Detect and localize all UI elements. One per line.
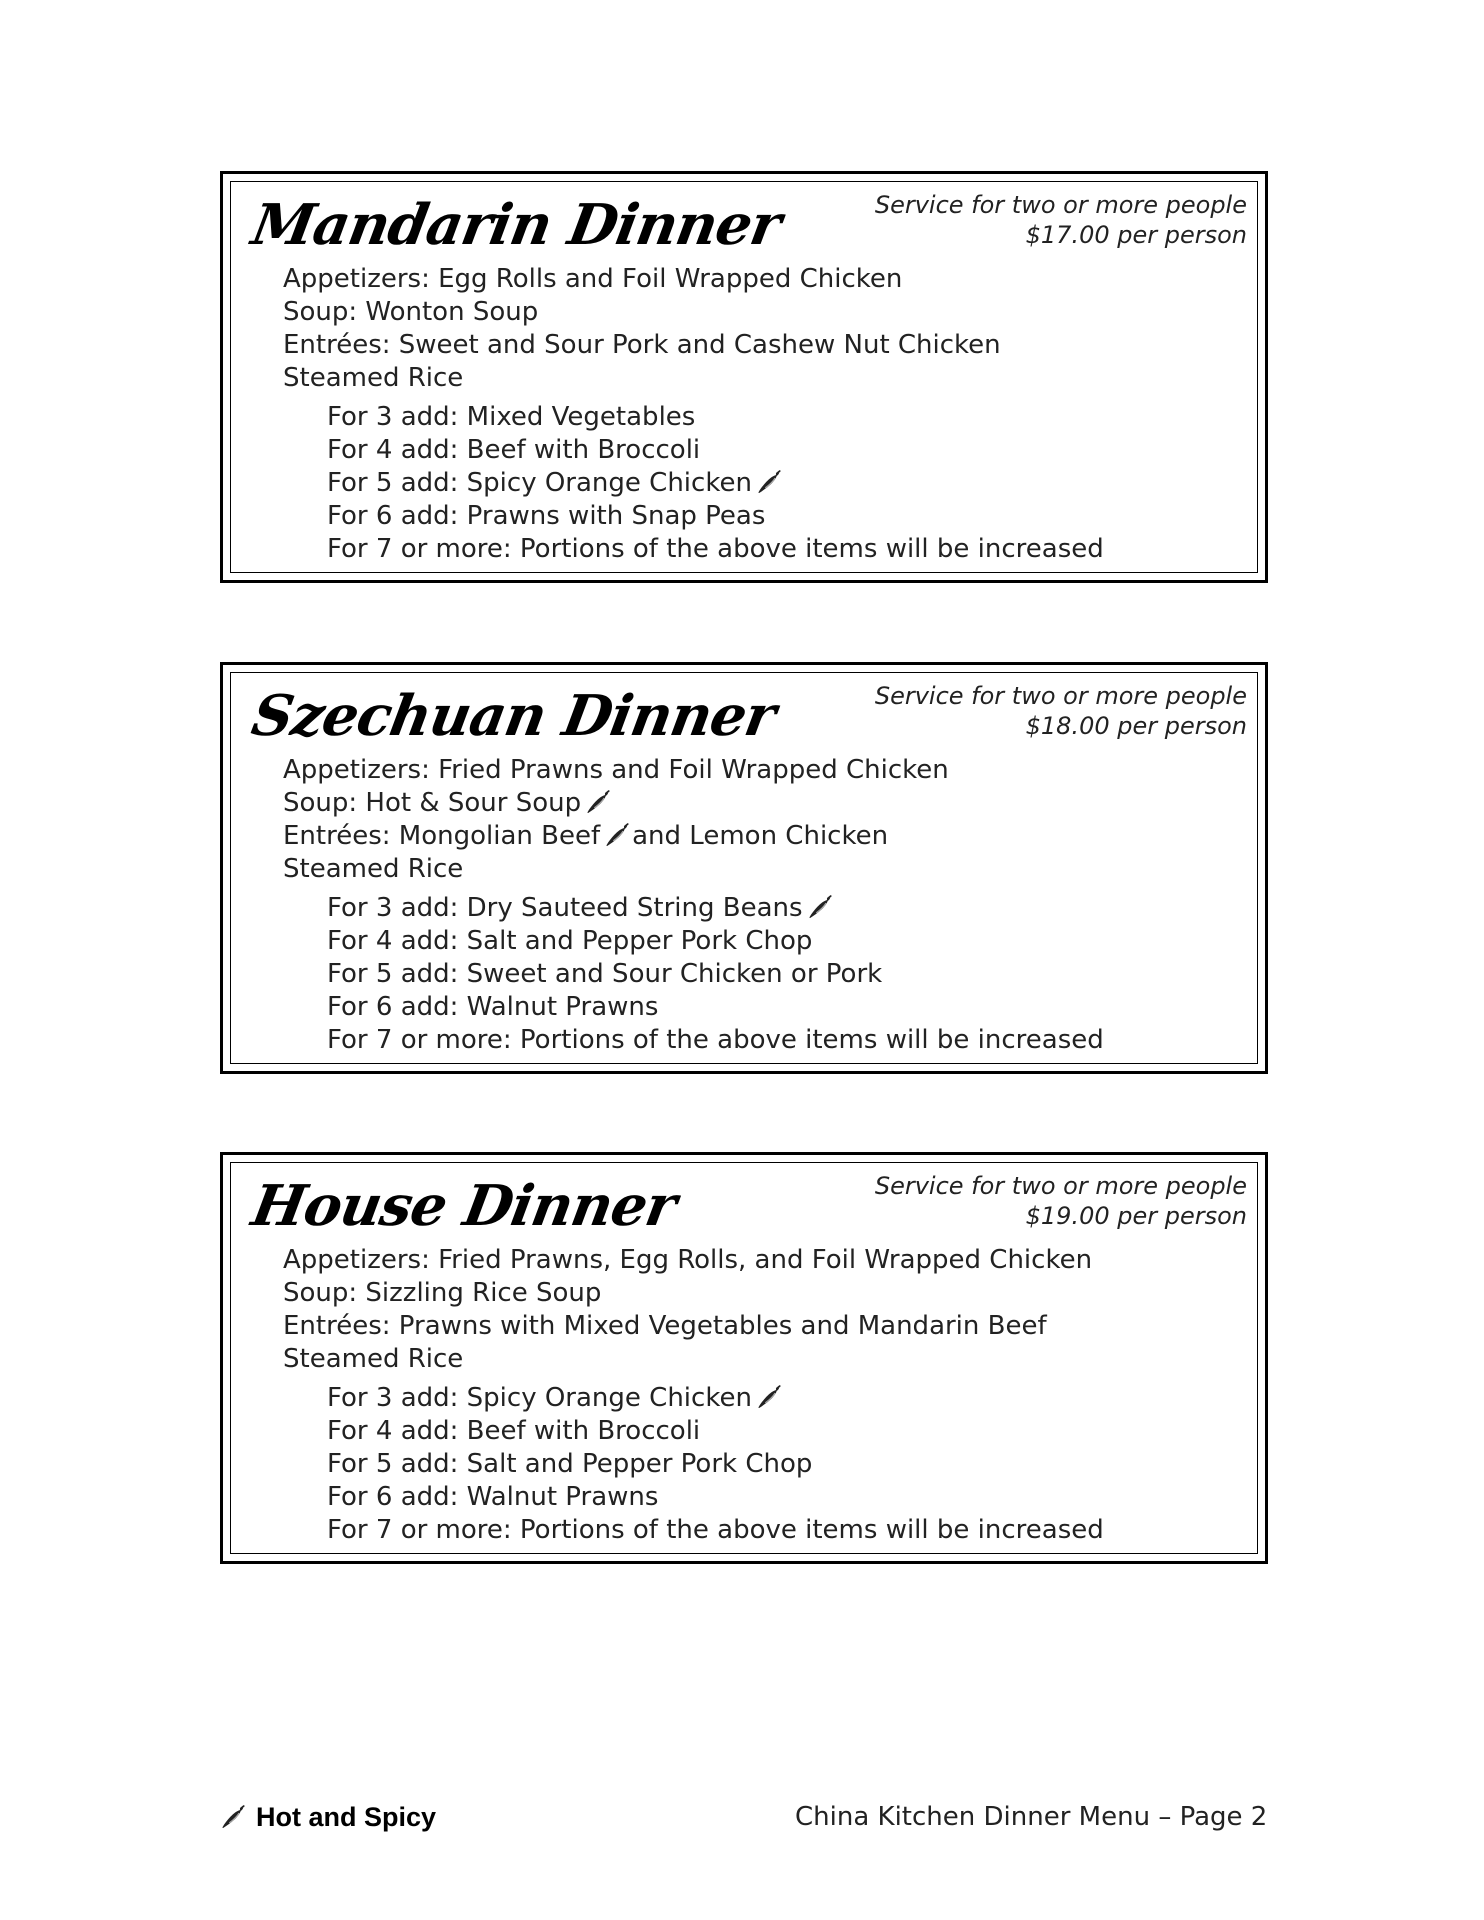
addon-line <box>327 401 1104 434</box>
course-line <box>283 1244 1104 1277</box>
menu-items <box>283 1244 1104 1547</box>
addon-line <box>327 991 1104 1024</box>
menu-items <box>283 754 1104 1057</box>
item-text: Appetizers: Egg Rolls and Foil Wrapped Chicken <box>283 264 903 294</box>
spicy-legend <box>220 1802 436 1833</box>
addon-line <box>327 533 1104 566</box>
menu-box-mandarin <box>220 171 1268 583</box>
item-text: For 5 add: Sweet and Sour Chicken or Pork <box>327 959 883 989</box>
addon-line <box>327 892 1104 925</box>
legend-label: Hot and Spicy <box>256 1802 437 1832</box>
addon-line <box>327 467 1104 500</box>
addon-line <box>327 1448 1104 1481</box>
service-info <box>875 681 1247 741</box>
item-text: For 7 or more: Portions of the above items will be increased <box>327 1515 1104 1545</box>
addon-line <box>327 434 1104 467</box>
item-text: For 5 add: Spicy Orange Chicken <box>327 468 752 498</box>
menu-items <box>283 263 1104 566</box>
course-line <box>283 329 1104 362</box>
addon-line <box>327 958 1104 991</box>
course-line <box>283 1310 1104 1343</box>
service-info <box>875 190 1247 250</box>
main-course-list <box>283 754 1104 886</box>
service-note: Service for two or more people <box>874 682 1247 710</box>
menu-box-inner <box>230 672 1258 1064</box>
item-text: For 6 add: Prawns with Snap Peas <box>327 501 766 531</box>
addon-line <box>327 1382 1104 1415</box>
chili-pepper-icon <box>807 894 833 920</box>
item-text: For 4 add: Salt and Pepper Pork Chop <box>327 926 813 956</box>
price-per-person: $17.00 per person <box>1025 221 1247 249</box>
item-text: For 6 add: Walnut Prawns <box>327 992 659 1022</box>
menu-title: Szechuan Dinner <box>247 683 780 749</box>
course-line <box>283 820 1104 853</box>
course-line <box>283 263 1104 296</box>
course-line <box>283 754 1104 787</box>
item-text: For 3 add: Mixed Vegetables <box>327 402 696 432</box>
item-text: Entrées: Prawns with Mixed Vegetables and Mandarin Beef <box>283 1311 1047 1341</box>
addon-line <box>327 500 1104 533</box>
chili-pepper-icon <box>756 1384 782 1410</box>
course-line <box>283 787 1104 820</box>
addon-line <box>327 1415 1104 1448</box>
item-text: Steamed Rice <box>283 1344 464 1374</box>
service-info <box>875 1171 1247 1231</box>
item-text: For 4 add: Beef with Broccoli <box>327 435 701 465</box>
addon-line <box>327 1514 1104 1547</box>
chili-pepper-icon <box>756 469 782 495</box>
course-line <box>283 1277 1104 1310</box>
menu-box-inner <box>230 1162 1258 1554</box>
menu-box-szechuan <box>220 662 1268 1074</box>
item-text: For 6 add: Walnut Prawns <box>327 1482 659 1512</box>
item-text: Entrées: Mongolian Beef <box>283 821 601 851</box>
item-text: Appetizers: Fried Prawns and Foil Wrapped Chicken <box>283 755 949 785</box>
price-per-person: $19.00 per person <box>1025 1202 1247 1230</box>
item-text: Soup: Hot & Sour Soup <box>283 788 582 818</box>
item-text: For 3 add: Spicy Orange Chicken <box>327 1383 752 1413</box>
item-text: For 7 or more: Portions of the above items will be increased <box>327 1025 1104 1055</box>
item-text: For 4 add: Beef with Broccoli <box>327 1416 701 1446</box>
item-text: Entrées: Sweet and Sour Pork and Cashew Nut Chicken <box>283 330 1001 360</box>
course-line <box>283 296 1104 329</box>
menu-title: Mandarin Dinner <box>247 192 786 258</box>
chili-pepper-icon <box>585 789 611 815</box>
item-text: For 5 add: Salt and Pepper Pork Chop <box>327 1449 813 1479</box>
course-line <box>283 853 1104 886</box>
addon-list <box>283 1382 1104 1547</box>
item-text: Steamed Rice <box>283 363 464 393</box>
addon-list <box>283 401 1104 566</box>
item-text: Soup: Wonton Soup <box>283 297 539 327</box>
addon-line <box>327 925 1104 958</box>
chili-pepper-icon <box>604 822 630 848</box>
addon-list <box>283 892 1104 1057</box>
chili-pepper-icon <box>220 1804 246 1830</box>
service-note: Service for two or more people <box>874 191 1247 219</box>
item-text: Soup: Sizzling Rice Soup <box>283 1278 602 1308</box>
item-text: Appetizers: Fried Prawns, Egg Rolls, and Foil Wrapped Chicken <box>283 1245 1093 1275</box>
course-line <box>283 1343 1104 1376</box>
menu-box-house <box>220 1152 1268 1564</box>
main-course-list <box>283 1244 1104 1376</box>
page-footer: China Kitchen Dinner Menu – Page 2 <box>795 1802 1268 1832</box>
service-note: Service for two or more people <box>874 1172 1247 1200</box>
item-text: For 3 add: Dry Sauteed String Beans <box>327 893 803 923</box>
item-text-continued: and Lemon Chicken <box>632 821 889 851</box>
menu-box-inner <box>230 181 1258 573</box>
item-text: For 7 or more: Portions of the above items will be increased <box>327 534 1104 564</box>
addon-line <box>327 1481 1104 1514</box>
price-per-person: $18.00 per person <box>1025 712 1247 740</box>
menu-title: House Dinner <box>247 1173 681 1239</box>
main-course-list <box>283 263 1104 395</box>
addon-line <box>327 1024 1104 1057</box>
course-line <box>283 362 1104 395</box>
item-text: Steamed Rice <box>283 854 464 884</box>
